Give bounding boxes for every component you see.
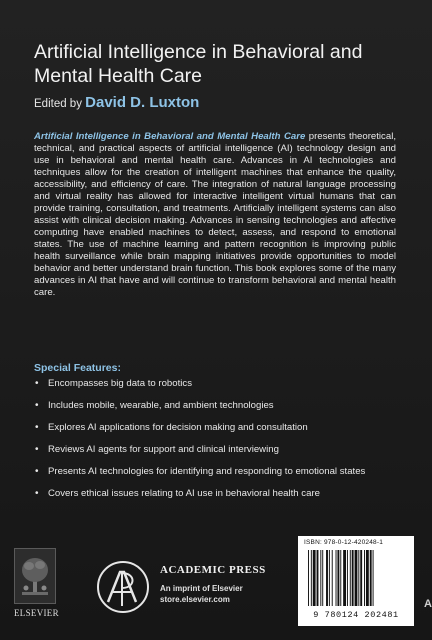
isbn-number: ISBN: 978-0-12-420248-1 bbox=[304, 539, 384, 546]
book-title: Artificial Intelligence in Behavioral and Mental Health Care bbox=[34, 41, 363, 87]
feature-item: • Encompasses big data to robotics bbox=[34, 378, 396, 390]
special-features-heading: Special Features: bbox=[34, 362, 121, 374]
academic-press-logo-icon bbox=[96, 560, 150, 614]
barcode-digits: 9 780124 202481 bbox=[313, 610, 399, 620]
edited-by bbox=[34, 94, 199, 111]
elsevier-wordmark: ELSEVIER bbox=[14, 608, 59, 618]
isbn-barcode bbox=[298, 536, 414, 626]
academic-press-text bbox=[160, 564, 300, 605]
imprint-line: An imprint of Elsevier bbox=[160, 584, 243, 593]
book-description bbox=[34, 131, 396, 299]
feature-item: • Presents AI technologies for identifying and responding to emotional states bbox=[34, 466, 396, 478]
barcode-bars bbox=[308, 550, 408, 606]
feature-item: • Includes mobile, wearable, and ambient technologies bbox=[34, 400, 396, 412]
feature-item: • Reviews AI agents for support and clinical interviewing bbox=[34, 444, 396, 456]
cropped-edge-glyph: A bbox=[424, 598, 432, 610]
feature-item: • Explores AI applications for decision making and consultation bbox=[34, 422, 396, 434]
special-features-list bbox=[34, 378, 396, 510]
elsevier-tree-icon bbox=[14, 548, 56, 604]
description-lead: Artificial Intelligence in Behavioral and Mental Health Care bbox=[34, 131, 306, 142]
elsevier-logo bbox=[14, 548, 59, 630]
academic-press-name: ACADEMIC PRESS bbox=[160, 564, 266, 576]
description-body: presents theoretical, technical, and practical aspects of artificial intelligence (AI) technology design and use in behavioral and mental health care. Advances in AI technologies and techniques allow for the creation of intelligent machines that enhance the quality, accessibility, and efficiency of care. The integration of natural language processing and virtual reality has allowed for interactive intelligent virtual humans that can provide training, consultation, and treatments. Artificially intelligent systems can also assist with clinical decision making. Advances in sensing technologies and affective computing have enabled machines to detect, assess, and respond to emotional states. The use of machine learning and pattern recognition is improving public health surveillance while brain mapping initiatives provide opportunities to model behavior and better understand brain function. This book explores some of the many advances in AI that have and will continue to transform behavioral and mental health care. bbox=[34, 131, 396, 298]
feature-item: • Covers ethical issues relating to AI use in behavioral health care bbox=[34, 488, 396, 500]
store-url: store.elsevier.com bbox=[160, 595, 230, 604]
editor-name: David D. Luxton bbox=[85, 94, 200, 111]
edited-by-label: Edited by bbox=[34, 98, 82, 110]
